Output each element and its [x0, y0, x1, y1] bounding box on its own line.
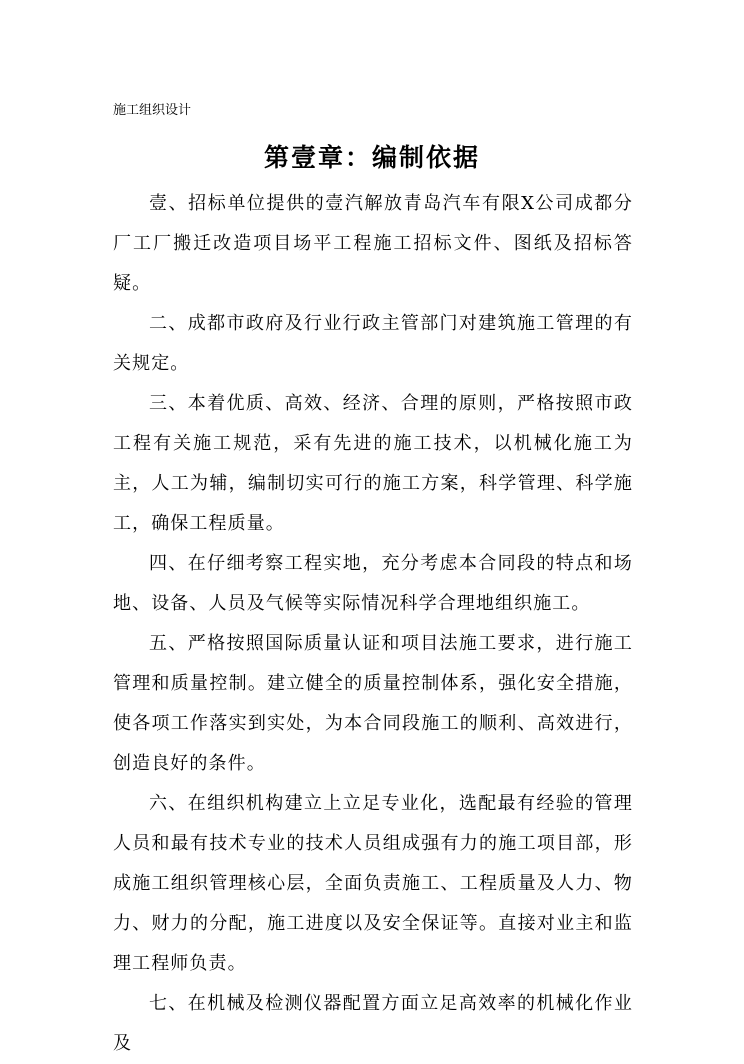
paragraph-2: 二、成都市政府及行业行政主管部门对建筑施工管理的有关规定。 — [113, 313, 633, 374]
paragraph-7: 七、在机械及检测仪器配置方面立足高效率的机械化作业及 — [113, 993, 633, 1054]
paragraph-1: 壹、招标单位提供的壹汽解放青岛汽车有限X公司成都分厂工厂搬迁改造项目场平工程施工招标文件、图纸及招标答疑。 — [113, 193, 633, 294]
paragraph-4: 四、在仔细考察工程实地，充分考虑本合同段的特点和场地、设备、人员及气候等实际情况科学合理地组织施工。 — [113, 553, 633, 614]
running-header: 施工组织设计 — [113, 103, 192, 118]
paragraph-5: 五、严格按照国际质量认证和项目法施工要求，进行施工管理和质量控制。建立健全的质量控制体系，强化安全措施，使各项工作落实到实处，为本合同段施工的顺利、高效进行，创造良好的条件。 — [113, 633, 633, 774]
paragraph-3: 三、本着优质、高效、经济、合理的原则，严格按照市政工程有关施工规范，采有先进的施工技术，以机械化施工为主，人工为辅，编制切实可行的施工方案，科学管理、科学施工，确保工程质量。 — [113, 393, 633, 534]
document-body — [113, 184, 633, 1064]
chapter-title: 第壹章：编制依据 — [263, 143, 480, 172]
paragraph-6: 六、在组织机构建立上立足专业化，选配最有经验的管理人员和最有技术专业的技术人员组成强有力的施工项目部，形成施工组织管理核心层，全面负责施工、工程质量及人力、物力、财力的分配，施工进度以及安全保证等。直接对业主和监理工程师负责。 — [113, 793, 633, 974]
